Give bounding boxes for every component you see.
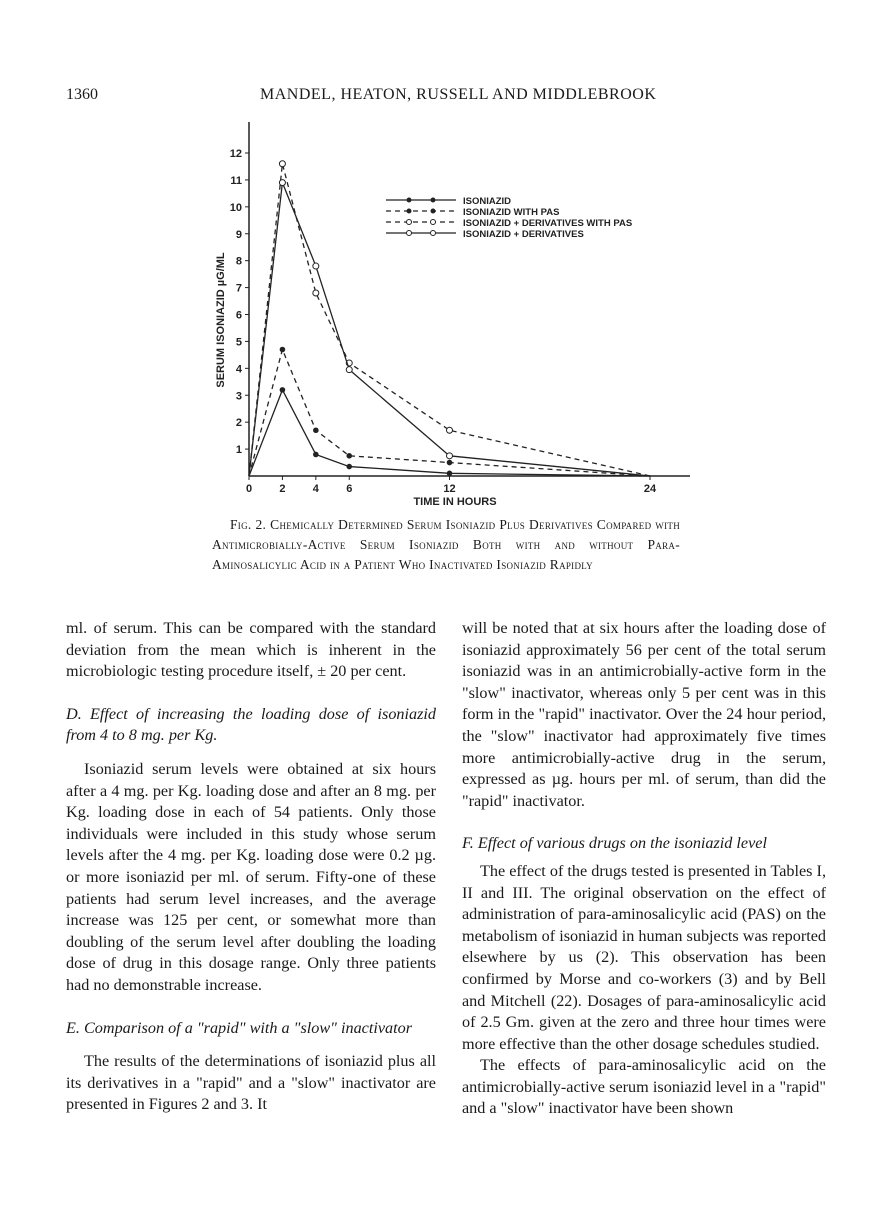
left-column [66,618,436,1116]
legend-label: ISONIAZID [463,196,512,207]
paragraph: The effect of the drugs tested is presented in Tables I, II and III. The original observation on the effect of administration of para-aminosalicylic acid (PAS) on the metabolism of isoniazid in human subjects was reported elsewhere by us (2). This observation has been confirmed by Morse and co-workers (3) and by Bell and Mitchell (22). Dosages of para-aminosalicylic acid of 2.5 Gm. given at the zero and three hour times were more effective than the other dosage schedules studied. [462,861,826,1053]
caption-label: Fig. 2. [230,517,267,532]
y-tick-label: 8 [235,255,242,268]
legend-marker [431,231,436,236]
x-tick-label: 6 [346,483,353,495]
paragraph: The effects of para-aminosalicylic acid on the antimicrobially-active serum isoniazid level in a "rapid" and a "slow" inactivator have been shown [462,1056,826,1118]
paragraph: The results of the determinations of isoniazid plus all its derivatives in a "rapid" and a "slow" inactivator are presented in Figures 2 and 3. It [66,1052,436,1114]
data-point [447,471,452,476]
paragraph: Isoniazid serum levels were obtained at six hours after a 4 mg. per Kg. loading dose and after an 8 mg. per Kg. loading dose in each of 54 patients. Only those individuals were included in this study whose serum levels after the 4 mg. per Kg. loading dose were 0.2 µg. or more isoniazid per ml. of serum. Fifty-one of these patients had serum level increases, and the average increase was 125 per cent, or somewhat more than doubling of the serum level after doubling the loading dose of drug in this dosage range. Only three patients had no demonstrable increase. [66,759,436,994]
data-point [314,452,319,457]
page-number: 1360 [66,86,98,103]
y-tick-label: 2 [235,417,242,430]
caption-text: Chemically Determined Serum Isoniazid Plus Derivatives Compared with Antimicrobially-Active Serum Isoniazid Both with and without Para-Aminosalicylic Acid in a Patient Who Inactivated Isoniazid Rapidly [212,517,680,572]
serum-isoniazid-chart [0,0,890,510]
running-title: MANDEL, HEATON, RUSSELL AND MIDDLEBROOK [260,86,657,103]
legend-marker [431,198,435,202]
paragraph: ml. of serum. This can be compared with the standard deviation from the mean which is inherent in the microbiologic testing procedure itself, ± 20 per cent. [66,619,436,681]
data-point [447,427,453,433]
legend-label: ISONIAZID + DERIVATIVES [463,229,584,240]
x-tick-label: 24 [643,483,657,495]
y-tick-label: 7 [235,282,242,295]
y-tick-label: 5 [235,336,242,349]
x-tick-label: 12 [443,483,456,495]
data-point [279,180,285,186]
y-tick-label: 1 [235,444,242,457]
y-tick-label: 3 [235,390,242,403]
data-point [279,161,285,167]
x-tick-label: 0 [245,483,253,495]
legend-label: ISONIAZID WITH PAS [463,207,560,218]
chart-series [249,161,650,476]
y-tick-label: 6 [235,309,242,322]
chart-legend [386,196,632,240]
legend-marker [431,220,436,225]
figure-caption [212,515,680,575]
x-tick-label: 4 [312,483,319,495]
y-tick-label: 11 [230,174,242,187]
data-point [447,453,453,459]
legend-label: ISONIAZID + DERIVATIVES WITH PAS [463,218,633,229]
y-axis-label: SERUM ISONIAZID µG/ML [215,252,227,388]
x-tick-label: 2 [279,483,286,495]
y-tick-label: 9 [235,228,242,241]
section-heading-e: E. Comparison of a "rapid" with a "slow" inactivator [66,1018,413,1037]
paragraph: will be noted that at six hours after the loading dose of isoniazid approximately 56 per cent of the total serum isoniazid was in an antimicrobially-active form in the "slow" inactivator, whereas only 5 per cent was in this form in the "rapid" inactivator. Over the 24 hour period, the "slow" inactivator had approximately five times more antimicrobially-active drug in the serum, expressed as µg. hours per ml. of serum, than did the "rapid" inactivator. [462,619,826,810]
data-point [347,464,352,469]
legend-marker [407,231,412,236]
right-column [462,618,826,1120]
data-point [346,367,352,373]
data-point [280,388,285,393]
legend-marker [407,209,411,213]
y-tick-label: 10 [229,201,242,214]
data-point [314,428,319,433]
y-tick-label: 4 [235,363,242,376]
data-point [313,263,319,269]
data-point [447,460,452,465]
x-axis-label: TIME IN HOURS [413,496,497,508]
data-point [280,347,285,352]
legend-marker [431,209,435,213]
y-tick-label: 12 [229,148,242,160]
section-heading-f: F. Effect of various drugs on the isoniazid level [462,834,767,853]
section-heading-d: D. Effect of increasing the loading dose of isoniazid from 4 to 8 mg. per Kg. [66,704,436,745]
chart-axes [215,122,690,508]
data-point [347,454,352,459]
legend-marker [407,198,411,202]
legend-marker [407,220,412,225]
data-point [313,290,319,296]
